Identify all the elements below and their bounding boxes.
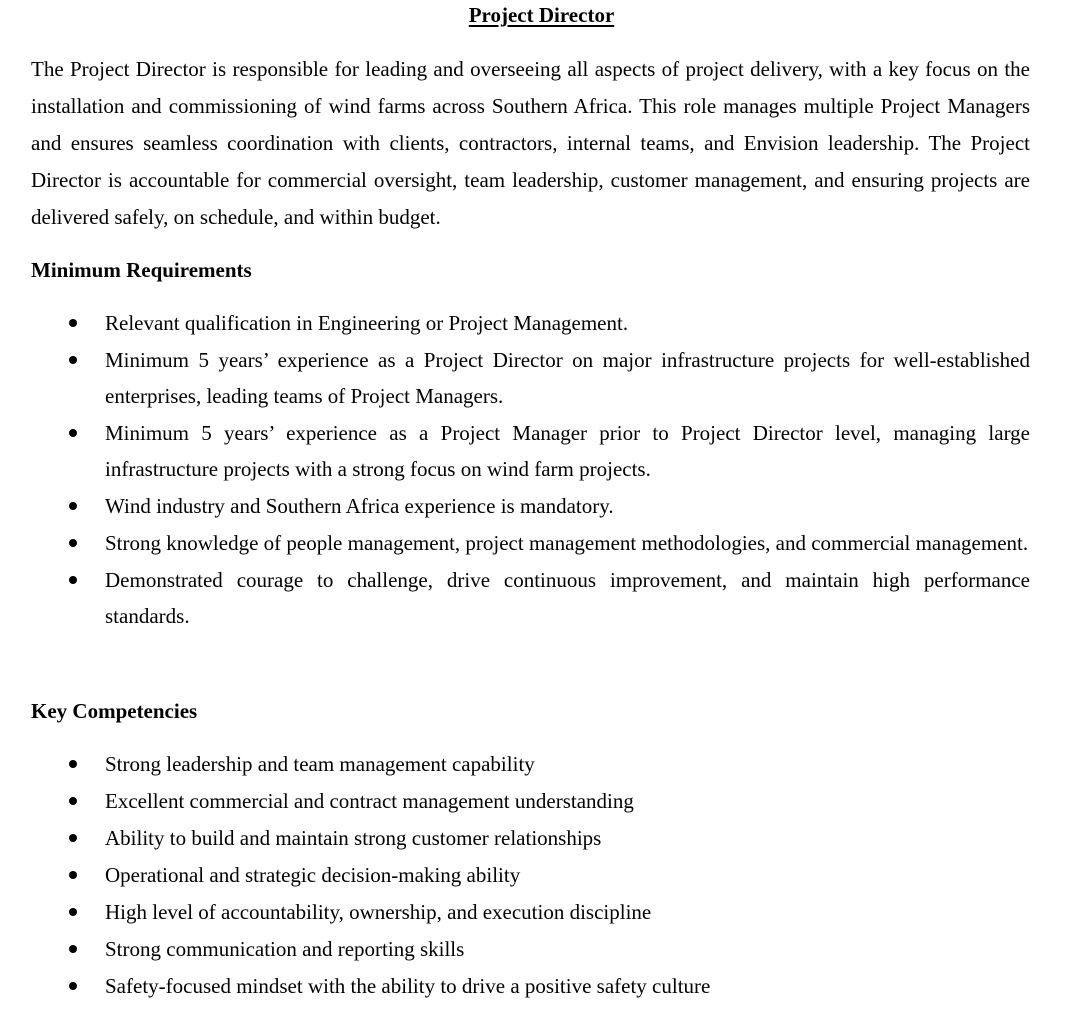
list-item	[31, 894, 1030, 931]
list-item-text: Excellent commercial and contract management understanding	[105, 789, 634, 813]
list-item-text: High level of accountability, ownership, and execution discipline	[105, 900, 652, 924]
list-item-text: Strong leadership and team management capability	[105, 752, 535, 776]
intro-paragraph: The Project Director is responsible for leading and overseeing all aspects of project delivery, with a key focus on the installation and commissioning of wind farms across Southern Africa. This role manages multiple Project Managers and ensures seamless coordination with clients, contractors, internal teams, and Envision leadership. The Project Director is accountable for commercial oversight, team leadership, customer management, and ensuring projects are delivered safely, on schedule, and within budget.	[31, 57, 1030, 229]
bullet-icon	[69, 931, 77, 967]
bullet-icon	[69, 488, 77, 524]
list-item	[31, 562, 1030, 634]
bullet-icon	[69, 562, 77, 598]
bullet-icon	[69, 525, 77, 561]
bullet-icon	[69, 415, 77, 451]
bullet-icon	[69, 783, 77, 819]
list-item-text: Operational and strategic decision-making ability	[105, 863, 521, 887]
list-item-text: Demonstrated courage to challenge, drive continuous improvement, and maintain high performance standards.	[105, 568, 1030, 628]
bullet-icon	[69, 305, 77, 341]
bullet-icon	[69, 820, 77, 856]
list-item	[31, 783, 1030, 820]
page-title: Project Director	[468, 3, 615, 27]
minimum-requirements-list	[31, 305, 1030, 635]
key-competencies-list	[31, 746, 1030, 1005]
list-item	[31, 820, 1030, 857]
list-item	[31, 488, 1030, 524]
list-item-text: Minimum 5 years’ experience as a Project Director on major infrastructure projects for well-established enterprises, leading teams of Project Managers.	[105, 348, 1030, 408]
list-item	[31, 931, 1030, 968]
list-item	[31, 415, 1030, 487]
bullet-icon	[69, 894, 77, 930]
key-competencies-heading: Key Competencies	[31, 699, 198, 723]
list-item	[31, 968, 1030, 1005]
minimum-requirements-heading: Minimum Requirements	[31, 258, 252, 282]
bullet-icon	[69, 342, 77, 378]
list-item	[31, 342, 1030, 414]
bullet-icon	[69, 857, 77, 893]
list-item-text: Strong knowledge of people management, project management methodologies, and commercial management.	[105, 531, 1029, 555]
list-item-text: Ability to build and maintain strong customer relationships	[105, 826, 602, 850]
bullet-icon	[69, 968, 77, 1004]
list-item-text: Relevant qualification in Engineering or Project Management.	[105, 311, 629, 335]
list-item-text: Wind industry and Southern Africa experience is mandatory.	[105, 494, 614, 518]
list-item-text: Safety-focused mindset with the ability to drive a positive safety culture	[105, 974, 711, 998]
list-item	[31, 525, 1030, 561]
list-item	[31, 305, 1030, 341]
bullet-icon	[69, 746, 77, 782]
list-item	[31, 746, 1030, 783]
list-item-text: Minimum 5 years’ experience as a Project Manager prior to Project Director level, managing large infrastructure projects with a strong focus on wind farm projects.	[105, 421, 1030, 481]
list-item-text: Strong communication and reporting skills	[105, 937, 465, 961]
list-item	[31, 857, 1030, 894]
